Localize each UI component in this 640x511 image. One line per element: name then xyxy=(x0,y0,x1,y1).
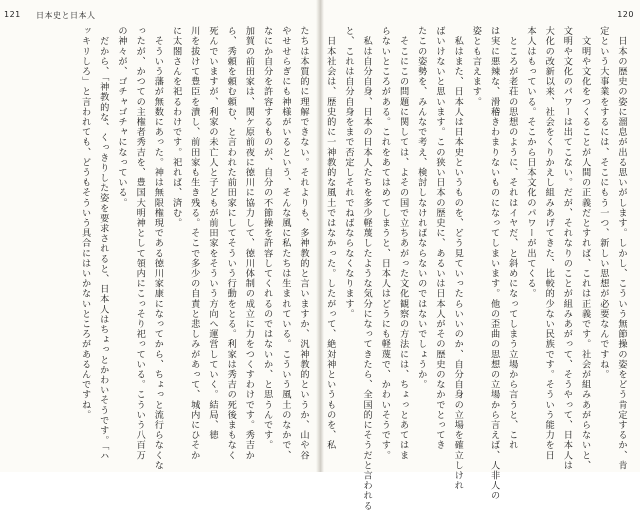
text-column: ッキリしろ」と言われても、どうもそういう具合にはいかないところがあるんですね。 xyxy=(79,26,91,420)
text-column: 本人はもっている。そこから日本文化のパワーが出てくる。 xyxy=(524,26,536,299)
right-page-number: 120 xyxy=(617,10,634,19)
text-column: なにか自分を許容するものが、自分の不節操を許容してくれるのではないか、と思うんです。 xyxy=(261,26,273,451)
text-column: 私は自分自身、日本の日本人たちを多少軽蔑したような気分になってきたら、全国的にそうだと言われる xyxy=(361,26,373,511)
text-column: そういう藩が無数にあった。神は無限権現である徳川家康になってから、ちょっと流行らなくな xyxy=(152,26,164,471)
text-column: 姿とも言えます。 xyxy=(470,26,482,107)
left-page-body xyxy=(22,26,312,471)
text-column: 文明や文化のパワーは出てこない。だが、それなりのことが組みあがって、そうやって、日本人は xyxy=(561,26,573,471)
text-column: たちは本質的に理解できない。それよりも、多神教的と言いますか、汎神教的というか、山や谷 xyxy=(298,26,309,461)
text-column: 日本の歴史の姿に溜息が出る思いがします。しかし、こういう無節操の姿をどう肯定するか、肯 xyxy=(616,26,627,471)
text-column: らないところがある。これをあてはめてしまうと、日本人はどうにも軽蔑で、かわいそうです。 xyxy=(379,26,391,461)
text-column: は実に悪辣な、滑稽きわまりないものになってしまいます。他の歪曲の思想の立場から言えば、人非人の xyxy=(488,26,500,501)
text-column: 私はまた、日本人は日本史というものを、どう見ていったらいいのか、自分自身の立場を確立しけれ xyxy=(452,26,464,491)
text-column: ばいけないと思います。この狭い日本の歴史に、あるいは日本人がその歴史のなかでとってき xyxy=(433,26,445,451)
text-column: と、これは自分自身をまで否定しそれでねばならなくなります。 xyxy=(342,26,354,319)
text-column: 加賀の前田家は、関ケ原前夜に徳川に協力して、徳川体制の成立に力をつくすわけです。秀吉か xyxy=(243,26,255,461)
text-column: 大化の改新以来、社会をくりかえし組みあげてきた、比較的少ない民族です。そういう能力を日 xyxy=(543,26,555,461)
text-column: に太閤さんを祀るわけです。祀れば、済む。 xyxy=(170,26,182,228)
right-page-body xyxy=(324,26,630,511)
text-column: だから、「神教的な、くっきりした姿を要求されると、日本人はちょっとかわいそうです。「ハ xyxy=(97,26,109,462)
text-column: たこの姿勢を、みんなで考え、検討しなければならないのではないでしょうか。 xyxy=(415,26,427,390)
text-column: ところが老荘の思想のように、それはイヤだ、と斜めになってしまう立場から言うと、これ xyxy=(506,26,518,451)
left-page-number: 121 xyxy=(4,10,21,19)
text-column: 川を拔けて豊臣を潰し、前田家も生き残る。そこで多少の自責と悲しみがあって、城内にひそか xyxy=(188,26,200,461)
left-page xyxy=(0,0,318,472)
text-column: やせせらぎにも神様がいるという、そんな風に私たちは生まれている。こういう風土のなかで、 xyxy=(279,26,291,461)
running-title: 日本史と日本人 xyxy=(36,11,96,20)
text-column: 定という大事業をするには、そこにもう一つ、新しい思想が必要なんですね。 xyxy=(597,26,609,380)
text-column: 死んでいますが、利家の未亡人と子どもが前田家をそういう方向へ運営していく。結局、徳 xyxy=(206,26,218,441)
text-column: の神々が、ゴチャゴチャになっている。 xyxy=(115,26,127,208)
text-column: そこにこの問題に関しては、よその国で立ちあがった文化観察の方法には、ちょっとあてはま xyxy=(397,26,409,461)
text-column: ったが、かつての主権者秀吉を、豊国大明神として領内にこっそり祀っている。こういう八百万 xyxy=(134,26,146,461)
text-column: 日本社会は、歴史的に一神教的な風土ではなかった。したがって、絶対神というものを、私 xyxy=(324,26,336,451)
text-column: 文明や文化をつくることが人間の正義だとすれば、これは正義です。社会が組みあがらないと、 xyxy=(579,26,591,471)
text-column: ら、秀頼を頼む頼む、と言われた前田家にしてそういう行動をとる。利家は秀吉の死後まもなく xyxy=(225,26,237,461)
right-page xyxy=(322,0,640,511)
